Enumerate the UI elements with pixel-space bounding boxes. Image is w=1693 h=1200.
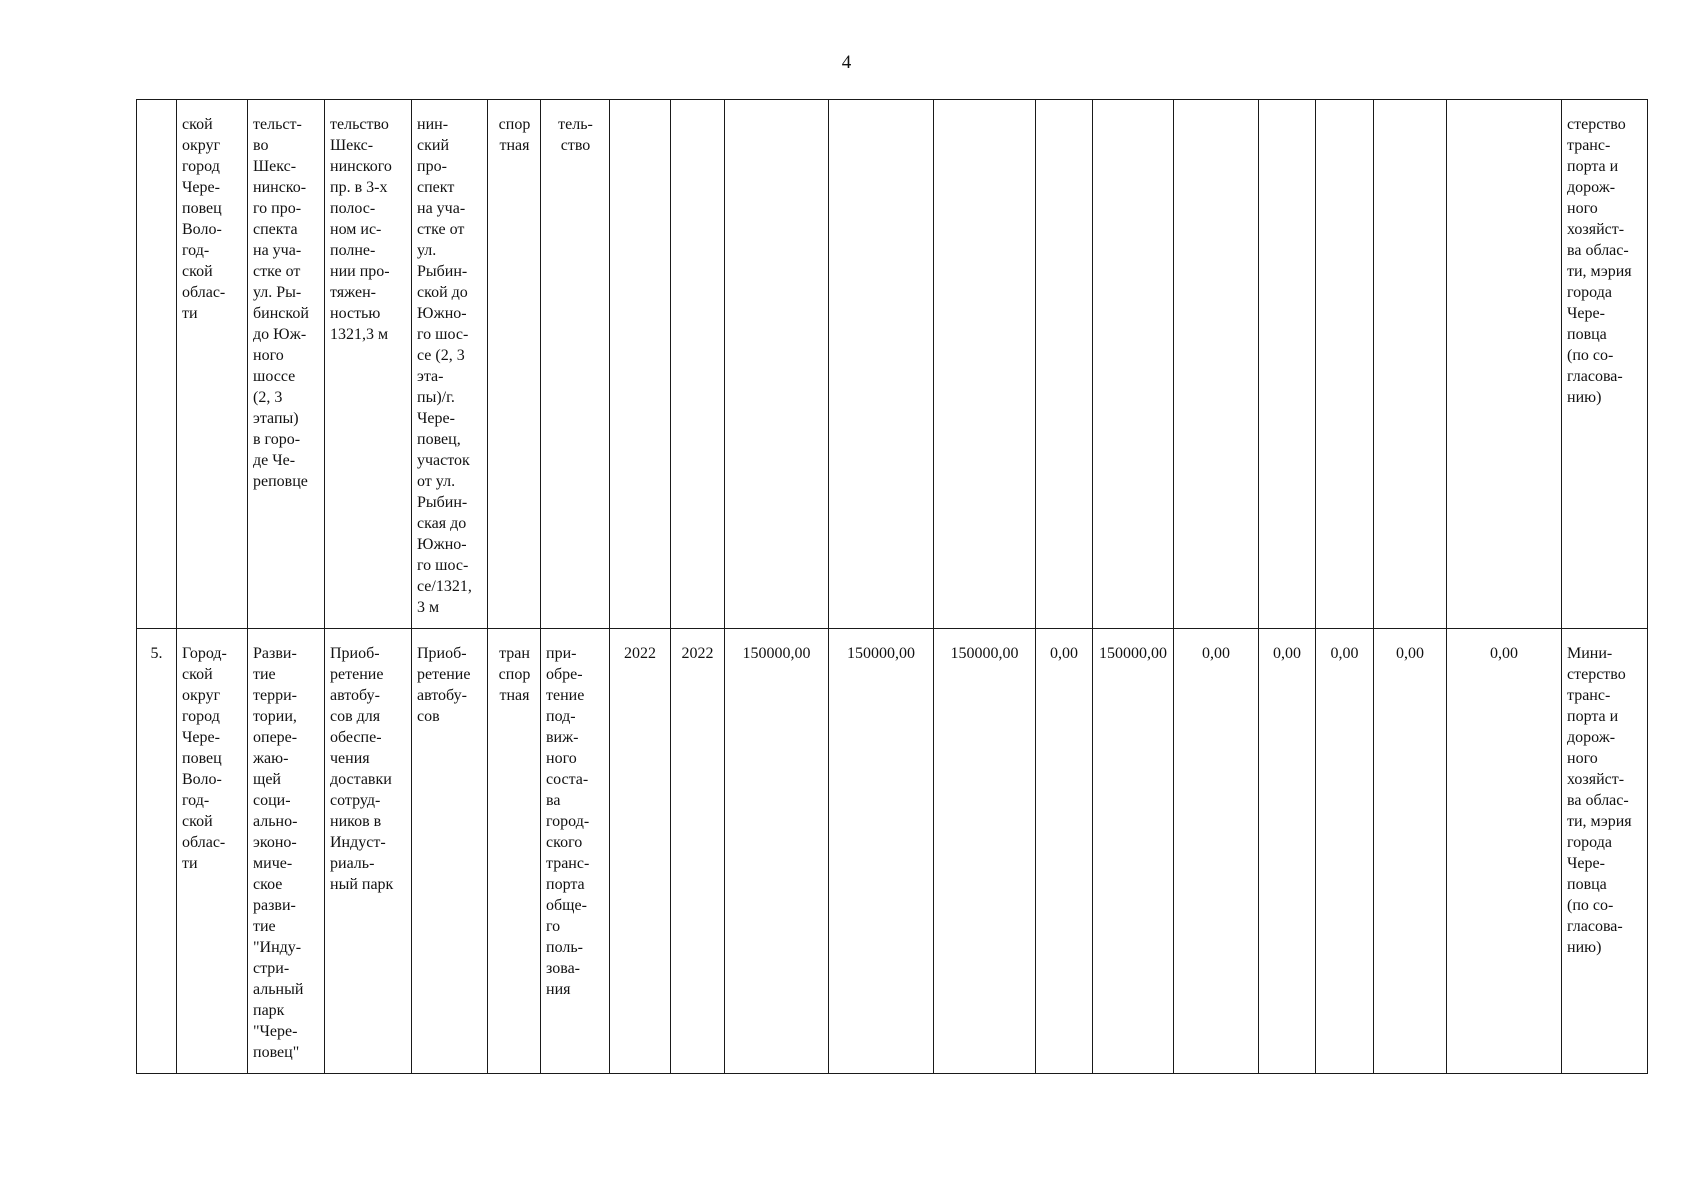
cell-municipality: ской округ город Чере- повец Воло- год- ской облас- ти [177, 100, 248, 629]
cell-responsible: стерство транс- порта и дорож- ного хозяйст- ва облас- ти, мэрия города Чере- повца (по со- гласова- нию) [1562, 100, 1648, 629]
cell-row-number [137, 100, 177, 629]
cell-amount [829, 100, 934, 629]
cell-amount [1093, 100, 1174, 629]
table-row [137, 100, 1648, 629]
cell-event-description: тельство Шекс- нинского пр. в 3-х полос- ном ис- полне- нии про- тяжен- ностью 1321,3 м [325, 100, 412, 629]
cell-amount [725, 100, 829, 629]
cell-amount [1174, 100, 1259, 629]
cell-start-year: 2022 [610, 629, 671, 1074]
cell-project-name: тельст- во Шекс- нинско- го про- спекта на уча- стке от ул. Ры- бинской до Юж- ного шоссе (2, 3 этапы) в горо- де Че- реповце [248, 100, 325, 629]
cell-municipality: Город- ской округ город Чере- повец Воло- год- ской облас- ти [177, 629, 248, 1074]
page-number: 4 [841, 52, 852, 73]
cell-amount: 150000,00 [829, 629, 934, 1074]
cell-amount [1316, 100, 1374, 629]
cell-end-year [671, 100, 725, 629]
cell-amount [934, 100, 1036, 629]
cell-amount: 150000,00 [725, 629, 829, 1074]
cell-event-description: Приоб- ретение автобу- сов для обеспе- чения доставки сотруд- ников в Индуст- риаль- ный парк [325, 629, 412, 1074]
cell-infrastructure-type: спор тная [488, 100, 541, 629]
cell-amount [1374, 100, 1447, 629]
cell-amount: 150000,00 [1093, 629, 1174, 1074]
cell-amount: 0,00 [1259, 629, 1316, 1074]
cell-infrastructure-type: тран спор тная [488, 629, 541, 1074]
table-row [137, 629, 1648, 1074]
cell-amount [1259, 100, 1316, 629]
cell-event-type: при- обре- тение под- виж- ного соста- ва город- ского транс- порта обще- го поль- зова- ния [541, 629, 610, 1074]
cell-amount: 0,00 [1174, 629, 1259, 1074]
cell-row-number: 5. [137, 629, 177, 1074]
document-table [136, 99, 1648, 1074]
cell-amount [1447, 100, 1562, 629]
cell-end-year: 2022 [671, 629, 725, 1074]
cell-amount: 0,00 [1036, 629, 1093, 1074]
cell-object-name: Приоб- ретение автобу- сов [412, 629, 488, 1074]
cell-project-name: Разви- тие терри- тории, опере- жаю- щей соци- ально- эконо- миче- ское разви- тие "Инду- стри- альный парк "Чере- повец" [248, 629, 325, 1074]
cell-object-name: нин- ский про- спект на уча- стке от ул. Рыбин- ской до Южно- го шос- се (2, 3 эта- пы)/г. Чере- повец, участок от ул. Рыбин- ская до Южно- го шос- се/1321, 3 м [412, 100, 488, 629]
cell-amount: 0,00 [1447, 629, 1562, 1074]
cell-amount: 0,00 [1316, 629, 1374, 1074]
cell-responsible: Мини- стерство транс- порта и дорож- ного хозяйст- ва облас- ти, мэрия города Чере- повца (по со- гласова- нию) [1562, 629, 1648, 1074]
cell-amount [1036, 100, 1093, 629]
cell-amount: 150000,00 [934, 629, 1036, 1074]
cell-start-year [610, 100, 671, 629]
cell-amount: 0,00 [1374, 629, 1447, 1074]
cell-event-type: тель- ство [541, 100, 610, 629]
